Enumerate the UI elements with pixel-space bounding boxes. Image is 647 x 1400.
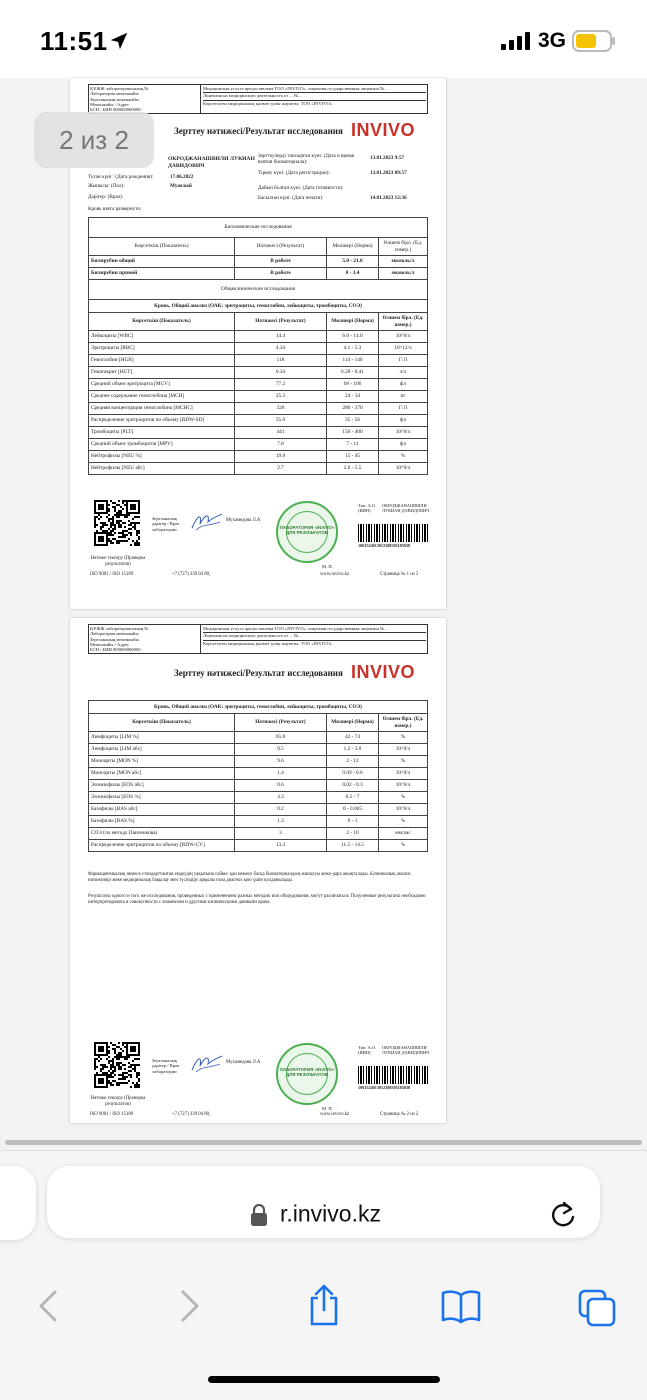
- norm-cell: 24 - 34: [327, 391, 379, 403]
- cell: мкмоль/л: [379, 268, 428, 280]
- test-name-cell: Моноциты [MON %]: [89, 756, 235, 768]
- header-left-line: Мекенжайы / Адрес: [90, 101, 130, 107]
- phone: +7 (727) 339 04 80,: [172, 572, 211, 577]
- stamp-text: ЛАБОРАТОРИЯ «INVIVO» ДЛЯ РЕЗУЛЬТАТОВ: [279, 525, 335, 536]
- cell: 5.0 - 21.0: [327, 256, 379, 268]
- header-right-line: Көрсетілген медициналық қызмет үшін жауапты: ТОО «INVIVO»: [203, 100, 426, 106]
- table-row: [89, 256, 428, 268]
- unit-cell: 10^9/л: [379, 768, 428, 780]
- result-cell: 441: [235, 427, 327, 439]
- home-indicator: [208, 1376, 440, 1383]
- result-cell: 4.34: [235, 343, 327, 355]
- document-header-box: [88, 84, 428, 114]
- unit-cell: Г/Л: [379, 403, 428, 415]
- result-cell: 7.8: [235, 439, 327, 451]
- sex-value: Мужской: [170, 183, 192, 189]
- test-name-cell: Эритроциты [RBC]: [89, 343, 235, 355]
- test-name-cell: Распределение эритроцитов по объему [RDW-CV]: [89, 840, 235, 852]
- result-cell: 0.34: [235, 367, 327, 379]
- result-cell: 19.0: [235, 451, 327, 463]
- document-header-box: [88, 624, 428, 654]
- cell: 0 - 3.4: [327, 268, 379, 280]
- lab-stamp: [276, 1043, 338, 1105]
- test-name-cell: Нейтрофилы [NEU абс]: [89, 463, 235, 475]
- sex-label: Жынысы: (Пол):: [88, 183, 125, 189]
- unit-cell: 10^12/л: [379, 343, 428, 355]
- norm-cell: 0.28 - 0.41: [327, 367, 379, 379]
- table-row: [89, 840, 428, 852]
- table-row: [89, 379, 428, 391]
- col-header: Өлшем бірл. (Ед. измер.): [379, 238, 428, 256]
- cell: Билирубин прямой: [89, 268, 235, 280]
- unit-cell: фл: [379, 415, 428, 427]
- qr-code: [94, 1042, 140, 1088]
- header-left-line: ҚҰЖЖ лабораториясының №: [90, 626, 149, 631]
- result-cell: 328: [235, 403, 327, 415]
- test-name-cell: Среднее содержание гемоглобина [MCH]: [89, 391, 235, 403]
- header-left-line: Зертхананың мекенжайы: [90, 636, 139, 642]
- dob-label: Туған күні : (Дата рождения):: [88, 174, 154, 180]
- phone: +7 (727) 339 04 80,: [172, 1112, 211, 1117]
- doctor-name: Мухамедова Л.А: [226, 518, 261, 523]
- result-cell: 9.6: [235, 756, 327, 768]
- table-row: [89, 463, 428, 475]
- unit-cell: мм/час: [379, 828, 428, 840]
- table-row: [89, 816, 428, 828]
- col-header: Көрсеткіш (Показатель): [89, 238, 235, 256]
- norm-cell: 6.0 - 14.0: [327, 331, 379, 343]
- header-left-line: Мекенжайы / Адрес: [90, 641, 130, 647]
- table-row: [89, 367, 428, 379]
- unit-cell: 10^9/л: [379, 804, 428, 816]
- document-title: Зерттеу нәтижесі/Результат исследования: [174, 668, 343, 678]
- reload-icon[interactable]: [549, 1200, 577, 1230]
- lab-stamp: [276, 501, 338, 563]
- norm-cell: 35 - 56: [327, 415, 379, 427]
- tabs-icon[interactable]: [577, 1288, 617, 1328]
- header-right-line: Көрсетілген медициналық қызмет үшін жауапты: ТОО «INVIVO»: [203, 640, 426, 646]
- signature: [190, 510, 224, 532]
- document-title: Зерттеу нәтижесі/Результат исследования: [174, 126, 343, 136]
- table-row: [89, 828, 428, 840]
- brand-logo: INVIVO: [351, 662, 416, 682]
- result-cell: 118: [235, 355, 327, 367]
- share-icon[interactable]: [306, 1284, 342, 1326]
- unit-cell: %: [379, 451, 428, 463]
- table-row: [89, 792, 428, 804]
- norm-cell: 4.1 - 5.3: [327, 343, 379, 355]
- col-header: Нәтижесі (Результат): [235, 313, 327, 331]
- reg-value: 13.01.2023 9:57: [370, 155, 405, 161]
- test-name-cell: Базофилы [BAS %]: [89, 816, 235, 828]
- result-cell: 14.4: [235, 331, 327, 343]
- clinical-subsection: Кровь. Общий анализ (ОАК: эритроциты, гемоглобин, лейкоциты, тромбоциты, СОЭ): [89, 701, 428, 714]
- norm-cell: 68 - 106: [327, 379, 379, 391]
- clinical-subsection: Кровь. Общий анализ (ОАК: эритроциты, гемоглобин, лейкоциты, тромбоциты, СОЭ): [89, 300, 428, 313]
- test-name-cell: Моноциты [MON абс]: [89, 768, 235, 780]
- unit-cell: %: [379, 816, 428, 828]
- cell: В работе: [235, 256, 327, 268]
- unit-cell: %: [379, 840, 428, 852]
- status-bar: [0, 0, 647, 78]
- doctor-role: Зертханалық дәрігер / Врач лаборатории: [152, 516, 180, 532]
- table-row: [89, 268, 428, 280]
- table-row: [89, 756, 428, 768]
- result-cell: 1.3: [235, 816, 327, 828]
- verify-label: Нәтиже тексеру (Проверка результатов): [90, 556, 146, 567]
- col-header: Мөлшері (Норма): [327, 238, 379, 256]
- test-name-cell: Лимфоциты [LIM абс]: [89, 744, 235, 756]
- norm-cell: 2 - 10: [327, 828, 379, 840]
- horizontal-scrollbar[interactable]: [5, 1140, 642, 1145]
- header-right-line: Медицинская услуга предоставлена ТОО «INVIVO», лицензия государственная лицензия №...: [203, 86, 388, 91]
- ready-label: Дайын болған күні: (Дата готовности):: [258, 185, 344, 191]
- result-cell: 13.3: [235, 840, 327, 852]
- doctor-label: Дәрігер: (Врач):: [88, 194, 124, 200]
- code-label: Тип: А.О. (ИИН): [358, 1045, 377, 1056]
- norm-cell: 1.2 - 3.0: [327, 744, 379, 756]
- table-row: [89, 744, 428, 756]
- lock-icon: [250, 1203, 268, 1227]
- biochem-table: [88, 217, 428, 475]
- sample-note: Кровь взята развернуто:: [88, 206, 142, 212]
- test-name-cell: Гематокрит [HCT]: [89, 367, 235, 379]
- test-name-cell: Средний объем тромбоцитов [MPV]: [89, 439, 235, 451]
- col-header: Өлшем бірл. (Ед. измер.): [379, 714, 428, 732]
- document-page-2: [70, 618, 446, 1123]
- col-header: Көрсеткіш (Показатель): [89, 714, 235, 732]
- test-name-cell: Гемоглобин [HGB]: [89, 355, 235, 367]
- unit-cell: 10^9/л: [379, 780, 428, 792]
- header-left-line: Лаборатория мекенжайы: [90, 91, 139, 97]
- doctor-role: Зертханалық дәрігер / Врач лаборатории: [152, 1058, 180, 1074]
- mp-label: М. П.: [322, 1106, 333, 1111]
- dob-value: 17.06.2022: [170, 174, 194, 180]
- result-cell: 9.5: [235, 744, 327, 756]
- table-row: [89, 355, 428, 367]
- result-cell: 0.2: [235, 804, 327, 816]
- patient-name: ОКРОДЖАНАШВИЛИ ЛУКИАН ДАВИДОВИЧ: [168, 156, 255, 169]
- page-number: Страница № 1 из 2: [380, 572, 419, 577]
- brand-logo: INVIVO: [351, 120, 416, 140]
- website: www.invivo.kz: [320, 1112, 350, 1117]
- result-cell: 4.3: [235, 792, 327, 804]
- test-name-cell: Распределение эритроцитов по объему [RDW-SD]: [89, 415, 235, 427]
- barcode-number: 1001524013012300301185038: [358, 543, 411, 548]
- table-row: [89, 391, 428, 403]
- result-cell: 35.0: [235, 415, 327, 427]
- test-name-cell: Лимфоциты [LIM %]: [89, 732, 235, 744]
- header-left-line: БСН / БИН 000000000000: [90, 647, 141, 653]
- location-arrow-icon: [108, 30, 130, 52]
- test-name-cell: Лейкоциты [WBC]: [89, 331, 235, 343]
- code-label: Тип: А.О. (ИИН): [358, 503, 377, 514]
- header-right-line: Лицензия на медицинскую деятельность от ... №...: [203, 92, 426, 98]
- norm-cell: 11.5 - 14.5: [327, 840, 379, 852]
- disclaimer-kk: Фармацевтикалық немесе стандарттанған емдеудің уақытына сәйкес қан немесе басқа биоматериалдың жиналуы жеке-дара анықталады. Клиникалық анализ нәтижелері жеке медициналық бақылау мен түсіндіру арқылы ғана диагноз қою үшін қолданылады.: [88, 872, 411, 884]
- unit-cell: пг: [379, 391, 428, 403]
- table-row: [89, 343, 428, 355]
- header-left-line: ҚҰЖЖ лабораториясының №: [90, 86, 149, 91]
- table-row: [89, 732, 428, 744]
- unit-cell: фл: [379, 439, 428, 451]
- biochem-section: Биохимические исследования: [89, 218, 428, 238]
- battery-low-icon: [572, 30, 616, 52]
- test-name-cell: Средняя концентрация гемоглобина [MCHC]: [89, 403, 235, 415]
- reg-label: Зерттеулерді тапсырған күні: (Дата и время взятия биоматериала):: [258, 153, 355, 165]
- unit-cell: фл: [379, 379, 428, 391]
- cellular-signal-icon: [501, 32, 531, 50]
- forward-icon[interactable]: [170, 1288, 206, 1324]
- website: www.invivo.kz: [320, 572, 350, 577]
- table-row: [89, 439, 428, 451]
- test-name-cell: Нейтрофилы [NEU %]: [89, 451, 235, 463]
- unit-cell: %: [379, 792, 428, 804]
- norm-cell: 42 - 74: [327, 732, 379, 744]
- norm-cell: 280 - 370: [327, 403, 379, 415]
- unit-cell: %: [379, 756, 428, 768]
- order-value: 13.01.2023 09:57: [370, 170, 407, 176]
- order-label: Тіркеу күні: (Дата регистрации):: [258, 170, 330, 176]
- clinical-section: Общеклинические исследования: [89, 280, 428, 300]
- norm-cell: 2 - 12: [327, 756, 379, 768]
- header-left-line: Лаборатория мекенжайы: [90, 631, 139, 637]
- table-row: [89, 451, 428, 463]
- norm-cell: 0.02 - 0.3: [327, 780, 379, 792]
- test-name-cell: Тромбоциты [PLT]: [89, 427, 235, 439]
- col-header: Көрсеткіш (Показатель): [89, 313, 235, 331]
- table-row: [89, 804, 428, 816]
- disclaimer-ru: Результаты одного и того же исследования, проведенных с применением разных методик или оборудования, могут различаться. Полученные результаты необходимо интерпретировать в совокупности с анамнезом и другими клиническими данными врача.: [88, 894, 426, 906]
- print-label: Басылған күні: (Дата печати):: [258, 195, 324, 201]
- table-row: [89, 768, 428, 780]
- page-indicator: 2 из 2: [34, 112, 154, 168]
- col-header: Өлшем бірл. (Ед. измер.): [379, 313, 428, 331]
- norm-cell: 0 - 1: [327, 816, 379, 828]
- header-right-line: Медицинская услуга предоставлена ТОО «INVIVO», лицензия государственная лицензия №...: [203, 626, 388, 631]
- iso-label: ISO 9001 / ISO 15189: [90, 572, 134, 577]
- cell: Билирубин общий: [89, 256, 235, 268]
- qr-code: [94, 500, 140, 546]
- unit-cell: 10^9/л: [379, 331, 428, 343]
- url-text[interactable]: r.invivo.kz: [280, 1200, 381, 1227]
- unit-cell: 10^9/л: [379, 427, 428, 439]
- page-number: Страница № 2 из 2: [380, 1112, 419, 1117]
- col-header: Мөлшері (Норма): [327, 714, 379, 732]
- norm-cell: 114 - 140: [327, 355, 379, 367]
- cell: мкмоль/л: [379, 256, 428, 268]
- norm-cell: 15 - 45: [327, 451, 379, 463]
- back-icon[interactable]: [32, 1288, 68, 1324]
- test-name-cell: СОЭ (по методу Панченкова): [89, 828, 235, 840]
- previous-tab-preview[interactable]: [0, 1166, 36, 1240]
- stamp-text: ЛАБОРАТОРИЯ «INVIVO» ДЛЯ РЕЗУЛЬТАТОВ: [279, 1067, 335, 1078]
- norm-cell: 0 - 0.065: [327, 804, 379, 816]
- col-header: Нәтижесі (Результат): [235, 714, 327, 732]
- test-name-cell: Эозинофилы [EOS абс]: [89, 780, 235, 792]
- norm-cell: 7 - 11: [327, 439, 379, 451]
- unit-cell: %: [379, 732, 428, 744]
- test-name-cell: Эозинофилы [EOS %]: [89, 792, 235, 804]
- unit-cell: 10^9/л: [379, 463, 428, 475]
- unit-cell: л/л: [379, 367, 428, 379]
- doctor-name: Мухамедова Л.А: [226, 1060, 261, 1065]
- result-cell: 25.3: [235, 391, 327, 403]
- barcode: [358, 1066, 428, 1084]
- table-row: [89, 403, 428, 415]
- result-cell: 65.8: [235, 732, 327, 744]
- table-row: [89, 331, 428, 343]
- result-cell: 0.6: [235, 780, 327, 792]
- result-cell: 3: [235, 828, 327, 840]
- norm-cell: 0.5 - 7: [327, 792, 379, 804]
- col-header: Мөлшері (Норма): [327, 313, 379, 331]
- barcode: [358, 524, 428, 542]
- footer-patient: ОКРОДЖАНАШВИЛИ ЛУКИАН ДАВИДОВИЧ: [382, 1045, 430, 1056]
- table-row: [89, 415, 428, 427]
- verify-label: Нәтиже тексеру (Проверка результатов): [90, 1096, 146, 1107]
- norm-cell: 2.0 - 5.5: [327, 463, 379, 475]
- col-header: Нәтижесі (Результат): [235, 238, 327, 256]
- bookmarks-icon[interactable]: [440, 1288, 482, 1324]
- result-cell: 2.7: [235, 463, 327, 475]
- result-cell: 77.2: [235, 379, 327, 391]
- test-name-cell: Средний объем эритроцита [MCV]: [89, 379, 235, 391]
- footer-patient: ОКРОДЖАНАШВИЛИ ЛУКИАН ДАВИДОВИЧ: [382, 503, 430, 514]
- mp-label: М. П.: [322, 564, 333, 569]
- barcode-number: 1001524013012300301185038: [358, 1085, 411, 1090]
- header-right-line: Лицензия на медицинскую деятельность от ... №...: [203, 632, 426, 638]
- unit-cell: Г/Л: [379, 355, 428, 367]
- print-value: 14.01.2023 12:36: [370, 195, 407, 201]
- norm-cell: 150 - 400: [327, 427, 379, 439]
- iso-label: ISO 9001 / ISO 15189: [90, 1112, 134, 1117]
- status-time: 11:51: [40, 26, 108, 56]
- cell: В работе: [235, 268, 327, 280]
- header-left-line: Зертхананың мекенжайы: [90, 96, 139, 102]
- test-name-cell: Базофилы [BAS абс]: [89, 804, 235, 816]
- clinical-table-continued: [88, 700, 428, 852]
- signature: [190, 1052, 224, 1074]
- result-cell: 1.4: [235, 768, 327, 780]
- table-row: [89, 427, 428, 439]
- unit-cell: 10^9/л: [379, 744, 428, 756]
- network-type: 3G: [538, 29, 567, 52]
- norm-cell: 0.09 - 0.6: [327, 768, 379, 780]
- header-left-line: БСН / БИН 000000000000: [90, 107, 141, 113]
- table-row: [89, 780, 428, 792]
